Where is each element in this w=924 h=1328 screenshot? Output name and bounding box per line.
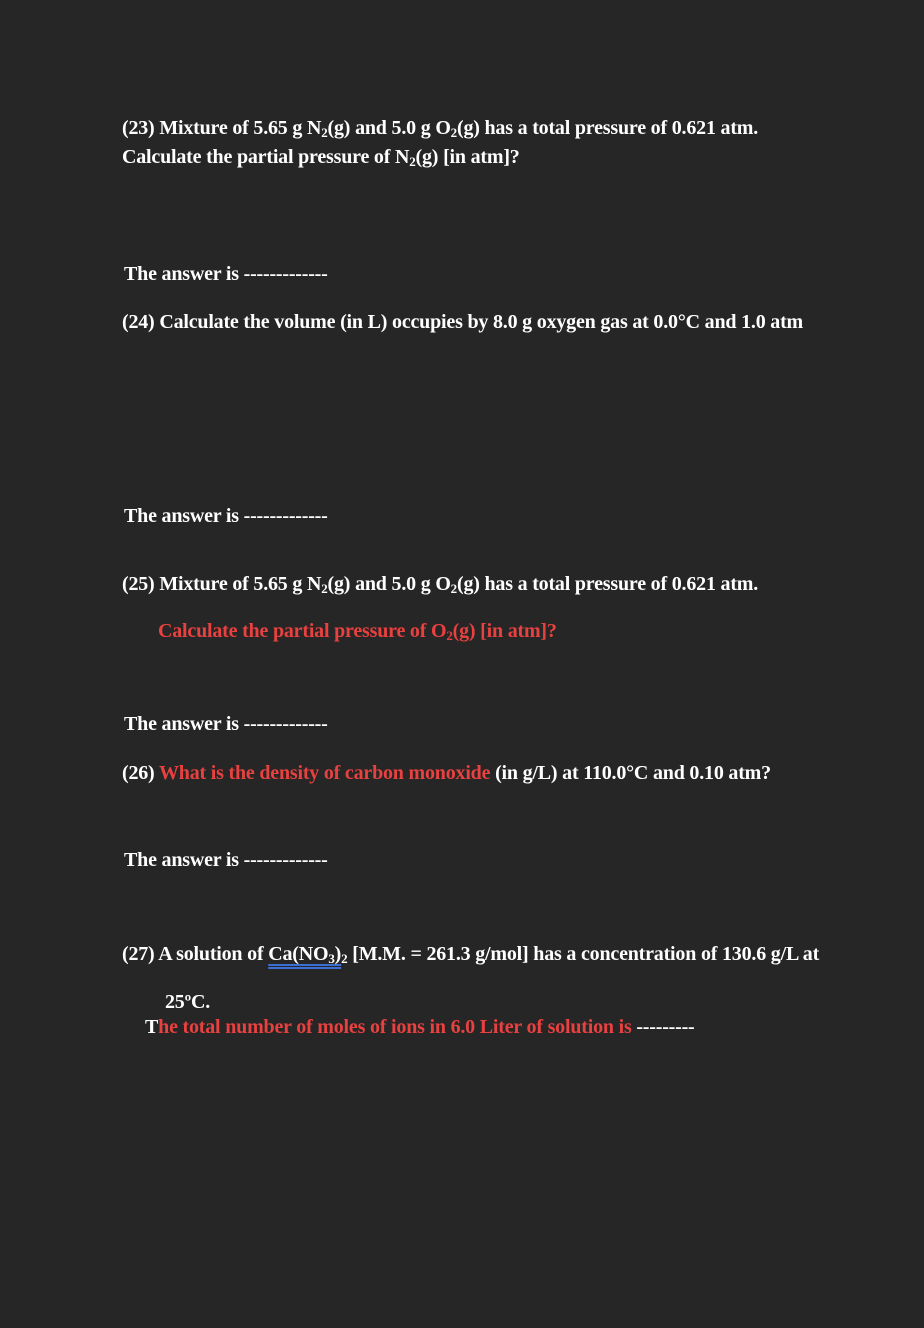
formula-spell-underline: $Ca(NO_3)$	[268, 943, 342, 966]
q27-line-1: (27) A solution of $Ca(NO_3)_2$ [M.M. = 261.3 g/mol] has a concentration of 130.6 g/L at	[122, 943, 820, 966]
q23-line-2: Calculate the partial pressure of $N_2(g)$ [in atm]?	[122, 146, 520, 169]
q23-answer: The answer is -------------	[124, 263, 328, 285]
q24-question: (24) Calculate the volume (in L) occupies by 8.0 g oxygen gas at 0.0°C and 1.0 atm	[122, 311, 804, 333]
q26-answer: The answer is -------------	[124, 849, 328, 871]
q27-line-2: 25ºC.	[165, 991, 211, 1013]
q24-answer: The answer is -------------	[124, 505, 328, 527]
q25-answer: The answer is -------------	[124, 713, 328, 735]
q27-line-3: The total number of moles of ions in 6.0 Liter of solution is ---------	[145, 1016, 695, 1038]
q25-line-2: Calculate the partial pressure of $O_2(g)$ [in atm]?	[158, 620, 557, 643]
q26-question: (26) What is the density of carbon monoxide (in g/L) at 110.0°C and 0.10 atm?	[122, 762, 771, 784]
q23-line-1: (23) Mixture of 5.65 g $N_2(g)$ and 5.0 g $O_2(g)$ has a total pressure of 0.621 atm.	[122, 117, 759, 140]
q25-line-1: (25) Mixture of 5.65 g $N_2(g)$ and 5.0 g $O_2(g)$ has a total pressure of 0.621 atm.	[122, 573, 759, 596]
